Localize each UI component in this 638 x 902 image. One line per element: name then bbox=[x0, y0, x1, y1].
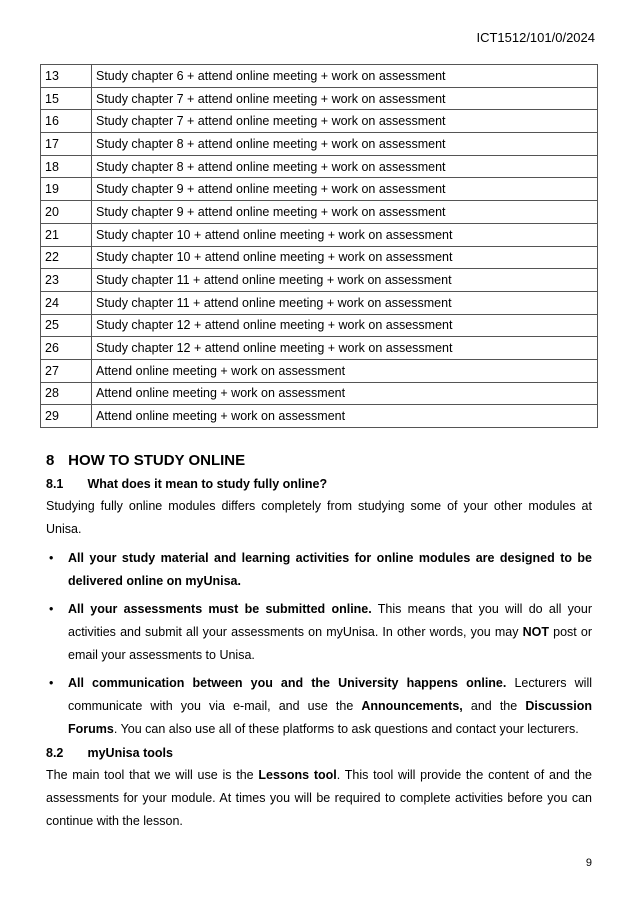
schedule-row bbox=[41, 405, 598, 428]
week-cell: 27 bbox=[41, 359, 92, 382]
schedule-row bbox=[41, 65, 598, 88]
activity-cell: Study chapter 7 + attend online meeting + work on assessment bbox=[92, 110, 598, 133]
activity-cell: Study chapter 12 + attend online meeting + work on assessment bbox=[92, 337, 598, 360]
schedule-row bbox=[41, 87, 598, 110]
schedule-row bbox=[41, 133, 598, 156]
week-cell: 22 bbox=[41, 246, 92, 269]
study-schedule-body bbox=[41, 65, 598, 428]
activity-cell: Study chapter 8 + attend online meeting + work on assessment bbox=[92, 133, 598, 156]
bullet-emphasis: NOT bbox=[522, 625, 549, 639]
bullet-text: Lecturers will communicate with you via e-mail, and use the bbox=[68, 676, 592, 713]
week-cell: 29 bbox=[41, 405, 92, 428]
activity-cell: Study chapter 12 + attend online meeting + work on assessment bbox=[92, 314, 598, 337]
activity-cell: Attend online meeting + work on assessment bbox=[92, 359, 598, 382]
schedule-row bbox=[41, 337, 598, 360]
activity-cell: Study chapter 9 + attend online meeting + work on assessment bbox=[92, 178, 598, 201]
lessons-tool-emphasis: Lessons tool bbox=[258, 768, 337, 782]
subsection-title: myUnisa tools bbox=[87, 746, 173, 760]
bullet-item bbox=[46, 547, 592, 593]
document-code: ICT1512/101/0/2024 bbox=[476, 30, 595, 45]
week-cell: 23 bbox=[41, 269, 92, 292]
bullet-text: This means that you will do all your activities and submit all your assessments on myUnisa. In other words, you may bbox=[68, 602, 592, 639]
section-8-content bbox=[46, 452, 592, 839]
discussion-forums-emphasis: Discussion Forums bbox=[68, 699, 592, 736]
announcements-emphasis: Announcements, bbox=[361, 699, 463, 713]
schedule-row bbox=[41, 291, 598, 314]
schedule-row bbox=[41, 314, 598, 337]
bullet-text: and the bbox=[462, 699, 526, 713]
intro-paragraph: Studying fully online modules differs completely from studying some of your other modules at Unisa. bbox=[46, 499, 592, 536]
week-cell: 24 bbox=[41, 291, 92, 314]
schedule-row bbox=[41, 359, 598, 382]
bullet-bold-text: All your assessments must be submitted online. bbox=[68, 602, 372, 616]
schedule-row bbox=[41, 178, 598, 201]
subsection-title: What does it mean to study fully online? bbox=[87, 477, 328, 491]
schedule-row bbox=[41, 382, 598, 405]
schedule-row bbox=[41, 155, 598, 178]
week-cell: 26 bbox=[41, 337, 92, 360]
week-cell: 16 bbox=[41, 110, 92, 133]
subsection-8-2-heading bbox=[46, 746, 592, 760]
schedule-row bbox=[41, 223, 598, 246]
schedule-row bbox=[41, 110, 598, 133]
activity-cell: Study chapter 10 + attend online meeting + work on assessment bbox=[92, 223, 598, 246]
week-cell: 13 bbox=[41, 65, 92, 88]
activity-cell: Study chapter 8 + attend online meeting + work on assessment bbox=[92, 155, 598, 178]
week-cell: 19 bbox=[41, 178, 92, 201]
activity-cell: Study chapter 6 + attend online meeting + work on assessment bbox=[92, 65, 598, 88]
online-study-bullets bbox=[46, 547, 592, 741]
schedule-row bbox=[41, 269, 598, 292]
page-number: 9 bbox=[585, 857, 592, 869]
paragraph-text: The main tool that we will use is the bbox=[46, 768, 259, 782]
section-title: HOW TO STUDY ONLINE bbox=[68, 452, 246, 469]
activity-cell: Study chapter 11 + attend online meeting + work on assessment bbox=[92, 291, 598, 314]
activity-cell: Study chapter 9 + attend online meeting + work on assessment bbox=[92, 201, 598, 224]
bullet-item bbox=[46, 672, 592, 741]
bullet-bold-text: All communication between you and the University happens online. bbox=[68, 676, 507, 690]
bullet-icon: • bbox=[49, 602, 54, 616]
week-cell: 25 bbox=[41, 314, 92, 337]
study-schedule-table bbox=[40, 64, 598, 428]
section-number: 8 bbox=[46, 452, 55, 469]
bullet-icon: • bbox=[49, 551, 54, 565]
bullet-text: post or email your assessments to Unisa. bbox=[68, 625, 593, 662]
bullet-text: . You can also use all of these platforms to ask questions and contact your lecturers. bbox=[113, 722, 579, 736]
activity-cell: Study chapter 7 + attend online meeting + work on assessment bbox=[92, 87, 598, 110]
subsection-8-1-heading bbox=[46, 477, 592, 491]
section-8-heading bbox=[46, 452, 592, 469]
subsection-number: 8.2 bbox=[46, 746, 64, 760]
activity-cell: Study chapter 11 + attend online meeting + work on assessment bbox=[92, 269, 598, 292]
bullet-bold-text: All your study material and learning activities for online modules are designed to be delivered online on myUnisa. bbox=[68, 551, 592, 588]
week-cell: 18 bbox=[41, 155, 92, 178]
paragraph-text: . This tool will provide the content of and the assessments for your module. At times you will be required to complete activities before you can continue with the lesson. bbox=[46, 768, 593, 828]
bullet-icon: • bbox=[49, 676, 54, 690]
week-cell: 28 bbox=[41, 382, 92, 405]
activity-cell: Attend online meeting + work on assessment bbox=[92, 405, 598, 428]
tools-paragraph bbox=[46, 764, 592, 833]
bullet-item bbox=[46, 598, 592, 667]
activity-cell: Attend online meeting + work on assessment bbox=[92, 382, 598, 405]
activity-cell: Study chapter 10 + attend online meeting + work on assessment bbox=[92, 246, 598, 269]
subsection-number: 8.1 bbox=[46, 477, 64, 491]
week-cell: 20 bbox=[41, 201, 92, 224]
schedule-row bbox=[41, 246, 598, 269]
week-cell: 17 bbox=[41, 133, 92, 156]
schedule-row bbox=[41, 201, 598, 224]
week-cell: 21 bbox=[41, 223, 92, 246]
week-cell: 15 bbox=[41, 87, 92, 110]
